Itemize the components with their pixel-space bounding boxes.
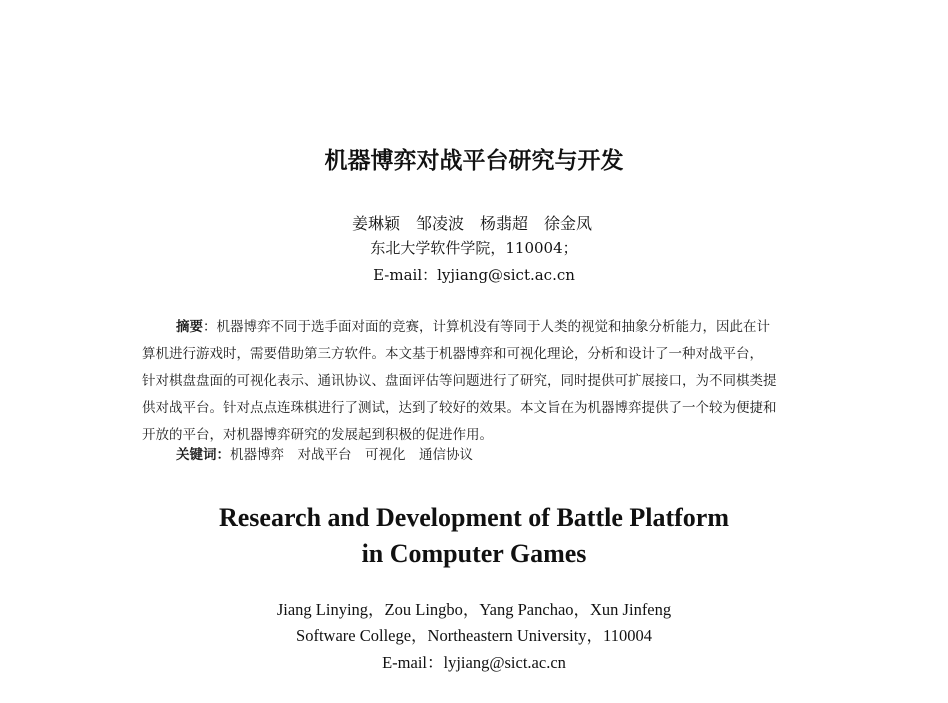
keywords-text: 机器博弈 对战平台 可视化 通信协议 <box>230 447 473 463</box>
abstract-line-text: ：机器博弈不同于选手面对面的竞赛，计算机没有等同于人类的视觉和抽象分析能力，因此在计 <box>203 319 770 335</box>
english-title-line: Research and Development of Battle Platform <box>218 503 730 532</box>
abstract-line <box>142 314 814 341</box>
chinese-authors: 姜琳颖 邹凌波 杨翡超 徐金凤 <box>352 214 593 233</box>
english-email: E-mail：lyjiang@sict.ac.cn <box>382 653 566 672</box>
abstract-label: 摘要 <box>176 319 203 335</box>
abstract-line: 针对棋盘盘面的可视化表示、通讯协议、盘面评估等问题进行了研究，同时提供可扩展接口，为不同棋类提 <box>142 373 777 389</box>
keywords-label: 关键词： <box>176 447 230 463</box>
english-authors: Jiang Linying，Zou Lingbo，Yang Panchao，Xun Jinfeng <box>276 600 672 619</box>
abstract-line: 开放的平台，对机器博弈研究的发展起到积极的促进作用。 <box>142 427 493 443</box>
chinese-affiliation: 东北大学软件学院，110004； <box>370 239 578 257</box>
chinese-keywords <box>176 443 473 463</box>
abstract-line: 算机进行游戏时，需要借助第三方软件。本文基于机器博弈和可视化理论，分析和设计了一种对战平台， <box>142 346 763 362</box>
chinese-abstract <box>142 314 814 449</box>
english-title-line: in Computer Games <box>361 539 587 568</box>
chinese-title: 机器博弈对战平台研究与开发 <box>324 148 624 174</box>
english-affiliation: Software College，Northeastern University，110004 <box>296 626 652 645</box>
english-title <box>0 500 948 572</box>
chinese-email: E-mail：lyjiang@sict.ac.cn <box>373 266 575 284</box>
abstract-line: 供对战平台。针对点点连珠棋进行了测试，达到了较好的效果。本文旨在为机器博弈提供了一个较为便捷和 <box>142 400 777 416</box>
